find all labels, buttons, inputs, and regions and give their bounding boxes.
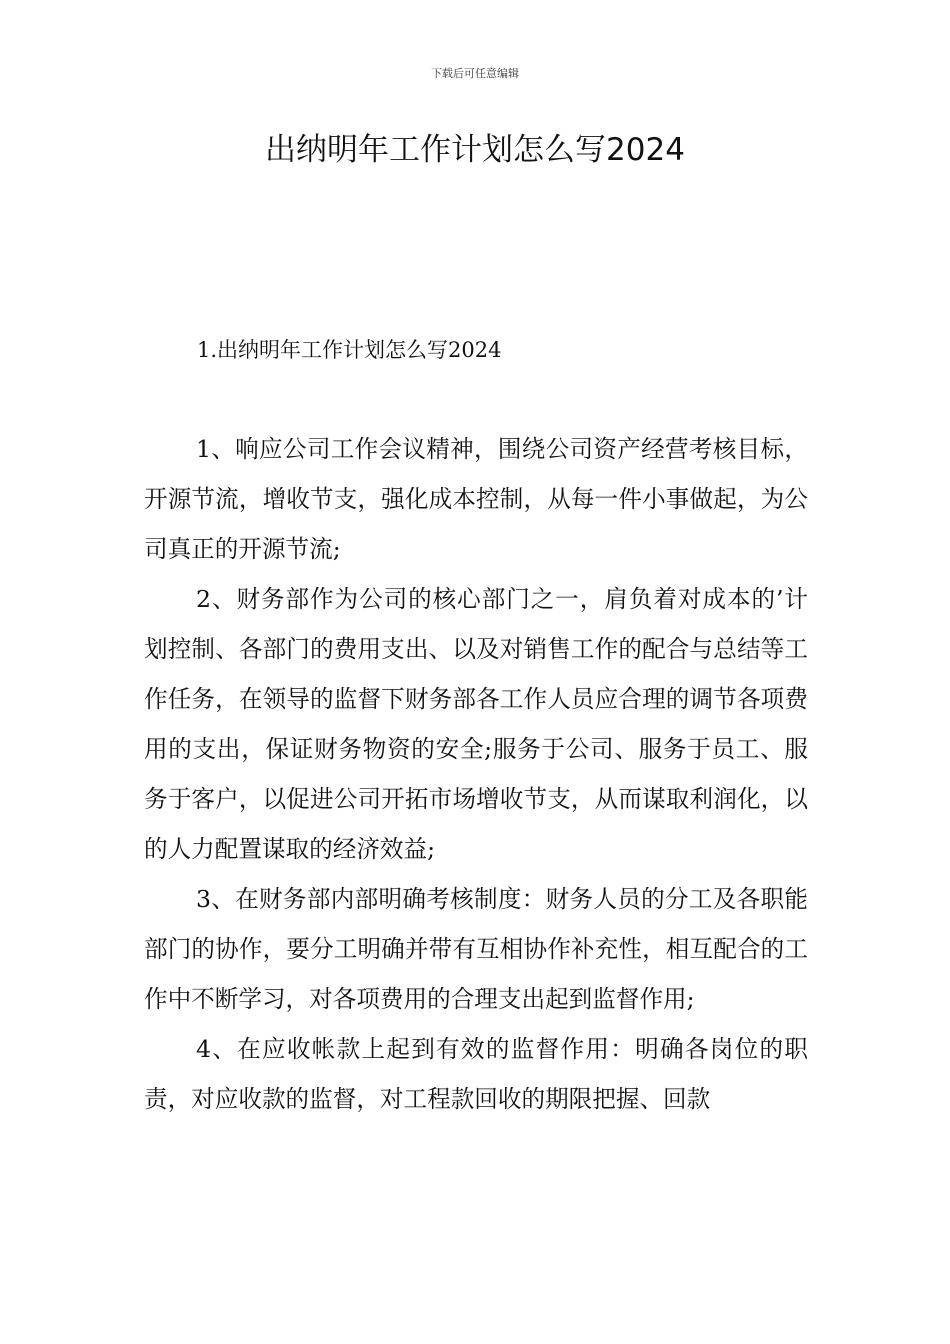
paragraph-3: 3、在财务部内部明确考核制度：财务人员的分工及各职能部门的协作，要分工明确并带有互相协作补充性，相互配合的工作中不断学习，对各项费用的合理支出起到监督作用; xyxy=(144,885,808,1013)
paragraph-2: 2、财务部作为公司的核心部门之一，肩负着对成本的’计划控制、各部门的费用支出、以及对销售工作的配合与总结等工作任务，在领导的监督下财务部各工作人员应合理的调节各项费用的支出，保证财务物资的安全;服务于公司、服务于员工、服务于客户，以促进公司开拓市场增收节支，从而谋取利润化，以的人力配置谋取的经济效益; xyxy=(144,585,808,863)
header-note: 下载后可任意编辑 xyxy=(431,67,519,80)
document-body xyxy=(144,424,808,1124)
paragraph-4: 4、在应收帐款上起到有效的监督作用：明确各岗位的职责，对应收款的监督，对工程款回收的期限把握、回款 xyxy=(144,1035,808,1113)
paragraph-1: 1、响应公司工作会议精神，围绕公司资产经营考核目标，开源节流，增收节支，强化成本控制，从每一件小事做起，为公司真正的开源节流; xyxy=(144,435,808,563)
section-heading: 1.出纳明年工作计划怎么写2024 xyxy=(197,338,502,362)
document-title: 出纳明年工作计划怎么写2024 xyxy=(265,132,685,168)
